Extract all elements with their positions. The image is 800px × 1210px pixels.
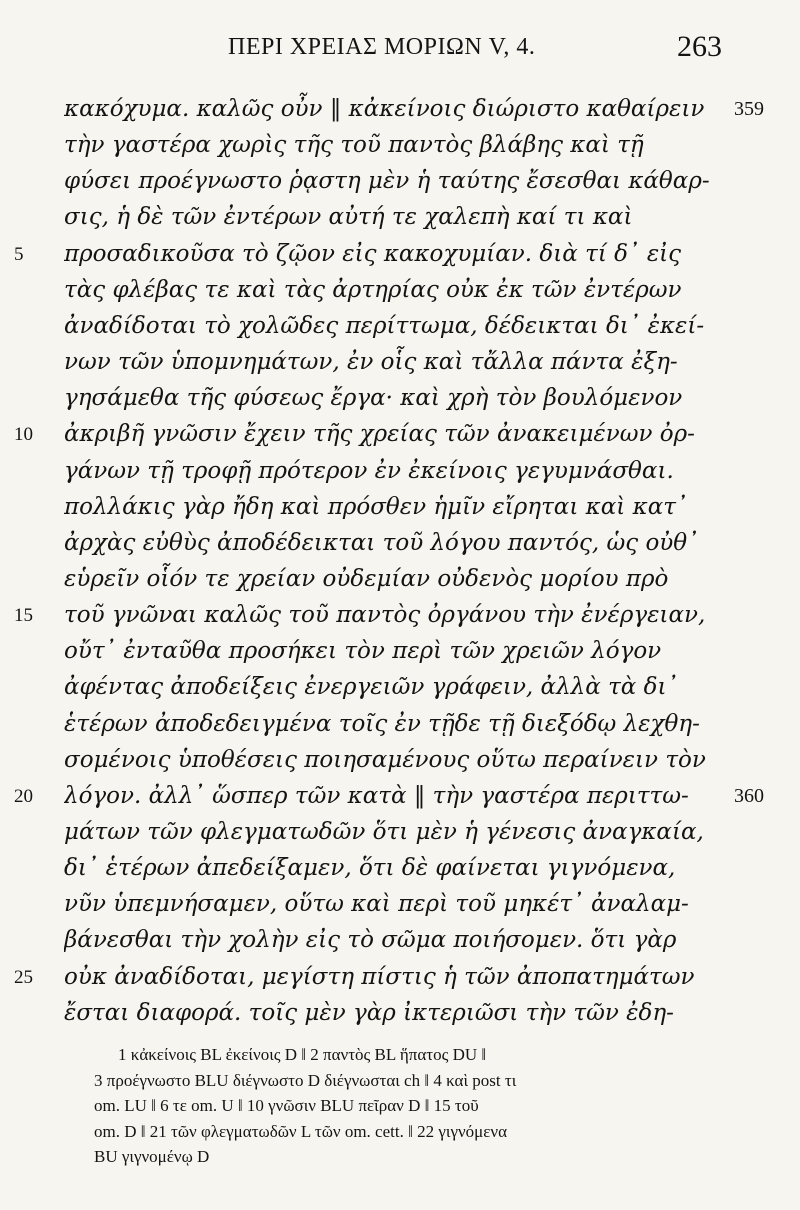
text-line — [0, 526, 800, 562]
line-text: βάνεσθαι τὴν χολὴν εἰς τὸ σῶμα ποιήσομεν. ὅτι γὰρ — [64, 927, 677, 954]
line-text: φύσει προέγνωστο ῥᾳστη μὲν ἡ ταύτης ἔσεσθαι κάθαρ- — [64, 168, 710, 195]
footnote-line: BU γιγνομένῳ D — [94, 1147, 210, 1166]
text-line — [0, 670, 800, 706]
line-text: πολλάκις γὰρ ἤδη καὶ πρόσθεν ἡμῖν εἴρηται καὶ κατ᾽ — [64, 493, 688, 520]
text-line — [0, 887, 800, 923]
text-line — [0, 996, 800, 1032]
line-text: νων τῶν ὑπομνημάτων, ἐν οἷς καὶ τἄλλα πάντα ἐξη- — [64, 349, 678, 376]
line-text: εὑρεῖν οἷόν τε χρείαν οὐδεμίαν οὐδενὸς μορίου πρὸ — [64, 565, 669, 592]
line-text: τὰς φλέβας τε καὶ τὰς ἀρτηρίας οὐκ ἐκ τῶν ἐντέρων — [64, 276, 682, 303]
line-number: 15 — [14, 605, 33, 627]
text-line — [0, 851, 800, 887]
line-text: ἀρχὰς εὐθὺς ἀποδέδεικται τοῦ λόγου παντός, ὡς οὐθ᾽ — [64, 529, 699, 556]
line-number: 5 — [14, 243, 24, 265]
text-line — [0, 454, 800, 490]
text-line — [0, 164, 800, 200]
marginal-page-reference: 359 — [734, 98, 764, 120]
line-text: δι᾽ ἑτέρων ἀπεδείξαμεν, ὅτι δὲ φαίνεται γιγνόμενα, — [64, 855, 676, 882]
text-line — [0, 707, 800, 743]
line-text: λόγον. ἀλλ᾽ ὥσπερ τῶν κατὰ ‖ τὴν γαστέρα περιττω- — [64, 782, 689, 809]
text-line — [0, 309, 800, 345]
text-line — [0, 92, 800, 128]
running-header — [0, 28, 800, 68]
text-line — [0, 237, 800, 273]
footnote-line: om. LU ‖ 6 τε om. U ‖ 10 γνῶσιν BLU πεῖραν D ‖ 15 τοῦ — [94, 1096, 479, 1115]
line-text: ἀναδίδοται τὸ χολῶδες περίττωμα, δέδεικται δι᾽ ἐκεί- — [64, 312, 705, 339]
line-text: γάνων τῇ τροφῇ πρότερον ἐν ἐκείνοις γεγυμνάσθαι. — [64, 457, 674, 484]
line-text: νῦν ὑπεμνήσαμεν, οὕτω καὶ περὶ τοῦ μηκέτ᾽ ἀναλαμ- — [64, 891, 689, 918]
text-line — [0, 743, 800, 779]
line-text: τὴν γαστέρα χωρὶς τῆς τοῦ παντὸς βλάβης καὶ τῇ — [64, 132, 644, 159]
text-line — [0, 779, 800, 815]
line-text: ἔσται διαφορά. τοῖς μὲν γὰρ ἰκτεριῶσι τὴν τῶν ἐδη- — [64, 999, 674, 1026]
footnote-line: 1 κἀκείνοις BL ἐκείνοις D ‖ 2 παντὸς BL ἥπατος DU ‖ — [118, 1045, 487, 1064]
text-line — [0, 200, 800, 236]
line-number: 10 — [14, 424, 33, 446]
text-line — [0, 417, 800, 453]
running-title: ΠΕΡΙ ΧΡΕΙΑΣ ΜΟΡΙΩΝ V, 4. — [228, 34, 536, 60]
text-line — [0, 345, 800, 381]
marginal-page-reference: 360 — [734, 784, 764, 807]
text-line — [0, 381, 800, 417]
text-line — [0, 490, 800, 526]
line-text: οὐκ ἀναδίδοται, μεγίστη πίστις ἡ τῶν ἀποπατημάτων — [64, 963, 695, 990]
line-text: σομένοις ὑποθέσεις ποιησαμένους οὕτω περαίνειν τὸν — [64, 746, 706, 773]
line-number: 20 — [14, 785, 33, 807]
text-line — [0, 128, 800, 164]
line-text: ἀκριβῆ γνῶσιν ἔχειν τῆς χρείας τῶν ἀνακειμένων ὀρ- — [64, 421, 695, 448]
line-text: ἑτέρων ἀποδεδειγμένα τοῖς ἐν τῇδε τῇ διεξόδῳ λεχθη- — [64, 710, 700, 737]
line-text: γησάμεθα τῆς φύσεως ἔργα· καὶ χρὴ τὸν βουλόμενον — [64, 385, 683, 412]
line-number: 25 — [14, 966, 33, 988]
footnote-line: om. D ‖ 21 τῶν φλεγματωδῶν L τῶν om. cett. ‖ 22 γιγνόμενα — [94, 1121, 507, 1141]
text-line — [0, 598, 800, 634]
line-text: οὔτ᾽ ἐνταῦθα προσήκει τὸν περὶ τῶν χρειῶν λόγον — [64, 638, 662, 665]
line-text: ἀφέντας ἀποδείξεις ἐνεργειῶν γράφειν, ἀλλὰ τὰ δι᾽ — [64, 674, 679, 701]
text-line — [0, 815, 800, 851]
page-number: 263 — [677, 30, 722, 63]
line-text: σις, ἡ δὲ τῶν ἐντέρων αὐτή τε χαλεπὴ καί τι καὶ — [64, 204, 633, 231]
text-line — [0, 923, 800, 959]
line-text: τοῦ γνῶναι καλῶς τοῦ παντὸς ὀργάνου τὴν ἐνέργειαν, — [64, 602, 706, 629]
line-text: κακόχυμα. καλῶς οὖν ‖ κἀκείνοις διώριστο καθαίρειν — [64, 96, 705, 122]
text-line — [0, 634, 800, 670]
text-line — [0, 562, 800, 598]
text-line — [0, 273, 800, 309]
footnote-line: 3 προέγνωστο BLU διέγνωστο D διέγνωσται ch ‖ 4 καὶ post τι — [94, 1070, 517, 1090]
line-text: προσαδικοῦσα τὸ ζῷον εἰς κακοχυμίαν. διὰ τί δ᾽ εἰς — [64, 240, 682, 267]
line-text: μάτων τῶν φλεγματωδῶν ὅτι μὲν ἡ γένεσις ἀναγκαία, — [64, 819, 704, 845]
text-line — [0, 960, 800, 996]
